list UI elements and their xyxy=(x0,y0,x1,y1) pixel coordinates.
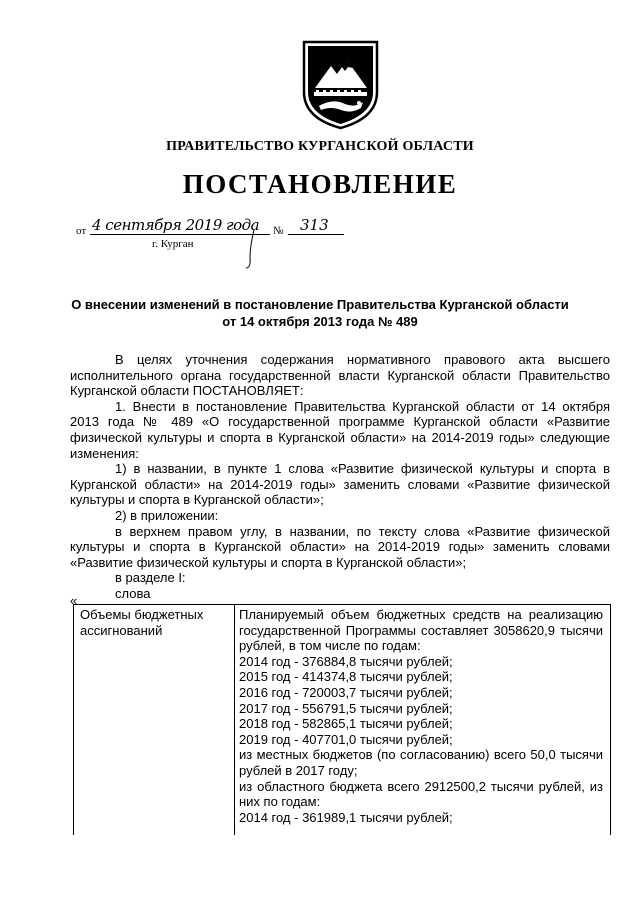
handwritten-mark xyxy=(240,228,260,270)
date-prefix: от xyxy=(76,225,87,237)
table-line: 2016 год - 720003,7 тысячи рублей; xyxy=(239,684,453,700)
paragraph-1: 1. Внести в постановление Правительства Курганской области от 14 октября 2013 года № 489 «О государственной программе Курганской области «Развитие физической культуры и спорта в Курганской области» на 2014-2019 годы» следующие изменения: xyxy=(70,398,610,461)
opening-quote: « xyxy=(70,593,78,608)
paragraph-appendix-change: в верхнем правом углу, в названии, по тексту слова «Развитие физической культуры и спорта в Курганской области» на 2014-2019 годы» заменить словами «Развитие физической культуры и спорта в Курганской области»; xyxy=(70,523,610,570)
table-line: 2017 год - 556791,5 тысячи рублей; xyxy=(239,700,453,716)
paragraph-1-2: 2) в приложении: xyxy=(115,507,219,523)
paragraph-section-1: в разделе I: xyxy=(115,570,186,586)
government-name: ПРАВИТЕЛЬСТВО КУРГАНСКОЙ ОБЛАСТИ xyxy=(166,139,474,154)
table-line: 2018 год - 582865,1 тысячи рублей; xyxy=(239,716,453,732)
coat-of-arms-emblem xyxy=(301,40,380,130)
table-line: из областного бюджета всего 2912500,2 тысячи рублей, из них по годам: xyxy=(239,778,603,810)
subject-line-1: О внесении изменений в постановление Правительства Курганской области xyxy=(71,297,569,312)
handwritten-number: 313 xyxy=(300,216,329,234)
subject-line-2: от 14 октября 2013 года № 489 xyxy=(222,314,418,329)
paragraph-1-1: 1) в названии, в пункте 1 слова «Развитие физической культуры и спорта в Курганской области» на 2014-2019 годы» заменить словами «Развитие физической культуры и спорта в Курганской области»; xyxy=(70,461,610,508)
document-subject xyxy=(70,296,570,330)
table-cell-content xyxy=(235,605,610,835)
preamble-paragraph: В целях уточнения содержания нормативного правового акта высшего исполнительного органа государственной власти Курганской области Правительство Курганской области ПОСТАНОВЛЯЕТ: xyxy=(70,352,610,399)
table-line: 2019 год - 407701,0 тысячи рублей; xyxy=(239,731,453,747)
table-line: из местных бюджетов (по согласованию) всего 50,0 тысячи рублей в 2017 году; xyxy=(239,747,603,778)
table-cell-label: Объемы бюджетных ассигнований xyxy=(74,605,235,835)
number-sign: № xyxy=(273,225,284,237)
document-body xyxy=(70,352,610,602)
place-city: г. Курган xyxy=(152,238,194,250)
paragraph-words: слова xyxy=(115,585,151,601)
number-underline xyxy=(288,234,344,235)
table-line: 2014 год - 361989,1 тысячи рублей; xyxy=(239,809,453,825)
budget-table xyxy=(73,604,611,835)
handwritten-date: 4 сентября 2019 года xyxy=(92,216,260,234)
table-line: Планируемый объем бюджетных средств на реализацию государственной Программы составляет 3058620,9 тысячи рублей, в том числе по годам: xyxy=(239,607,603,654)
table-line: 2015 год - 414374,8 тысячи рублей; xyxy=(239,669,453,685)
document-type-title: ПОСТАНОВЛЕНИЕ xyxy=(182,169,458,199)
table-line: 2014 год - 376884,8 тысячи рублей; xyxy=(239,653,453,669)
